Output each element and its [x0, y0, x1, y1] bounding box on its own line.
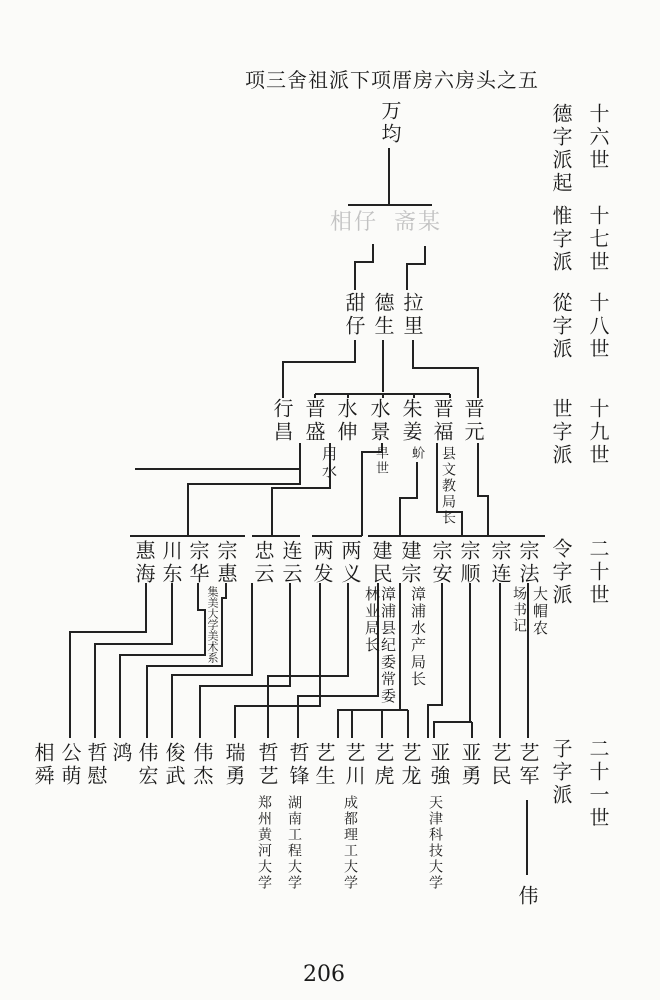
person-gen19: 水景	[367, 398, 391, 444]
person-gen21: 伟杰	[190, 742, 214, 788]
note-zonghua: 集美大学美术系	[206, 586, 219, 663]
person-gen16: 万均	[378, 100, 402, 146]
page-number: 206	[303, 962, 345, 987]
person-gen21: 相舜	[31, 742, 55, 788]
person-gen20: 忠云	[251, 540, 275, 586]
generation-20: 二十世	[586, 538, 610, 607]
person-gen19: 晋福	[430, 398, 454, 444]
person-gen19: 晋盛	[302, 398, 326, 444]
person-gen21: 哲艺	[255, 742, 279, 788]
person-gen19: 晋元	[461, 398, 485, 444]
person-gen20: 宗华	[186, 540, 210, 586]
person-gen20: 建民	[369, 540, 393, 586]
note-shuishen: 用水	[320, 446, 338, 480]
person-gen18: 甜仔	[342, 292, 366, 338]
note-yaqiang: 天津科技大学	[427, 795, 443, 891]
generation-21: 二十一世	[586, 738, 610, 830]
person-gen18: 拉里	[400, 292, 424, 338]
person-gen21: 俊武	[162, 742, 186, 788]
note-zongfa: 大帽农	[531, 586, 549, 637]
person-gen21: 艺军	[516, 742, 540, 788]
person-gen20: 两发	[310, 540, 334, 586]
generation-21-label: 子字派	[549, 738, 573, 807]
person-gen20: 连云	[279, 540, 303, 586]
generation-16: 十六世	[586, 103, 610, 172]
generation-19: 十九世	[586, 398, 610, 467]
person-gen21: 瑞勇	[222, 742, 246, 788]
note-zheyi: 郑州黄河大学	[256, 795, 272, 891]
person-gen21: 艺生	[312, 742, 336, 788]
person-gen20: 宗连	[488, 540, 512, 586]
note-zhefeng: 湖南工程大学	[286, 795, 302, 891]
person-gen21: 艺川	[342, 742, 366, 788]
person-gen22: 伟	[515, 885, 539, 908]
person-gen20: 宗安	[429, 540, 453, 586]
person-gen20: 惠海	[132, 540, 156, 586]
note-zongan: 漳浦水产局长	[409, 586, 427, 688]
person-gen17-2: 斋某	[394, 210, 443, 235]
person-gen19: 行昌	[270, 398, 294, 444]
generation-18-label: 從字派	[549, 292, 573, 361]
generation-19-label: 世字派	[549, 398, 573, 467]
person-gen21: 亚強	[427, 742, 451, 788]
note-yichuan: 成都理工大学	[342, 795, 358, 891]
note-zonglian: 场书记	[511, 586, 527, 634]
note-shuijing: 早世	[373, 446, 388, 476]
person-gen19: 朱姜	[399, 398, 423, 444]
note-jianmin: 林业局长	[363, 586, 381, 654]
person-gen20: 川东	[159, 540, 183, 586]
person-gen21: 伟宏	[135, 742, 159, 788]
person-gen20: 两义	[338, 540, 362, 586]
person-gen20: 宗顺	[457, 540, 481, 586]
person-gen21: 艺龙	[398, 742, 422, 788]
person-gen18: 德生	[371, 292, 395, 338]
note-zhujiang: 蚧	[409, 446, 424, 461]
generation-17: 十七世	[586, 205, 610, 274]
generation-16-label: 德字派起	[549, 103, 573, 195]
generation-17-label: 惟字派	[549, 205, 573, 274]
person-gen20: 建宗	[398, 540, 422, 586]
person-gen21: 亚勇	[458, 742, 482, 788]
person-gen21: 公萌	[58, 742, 82, 788]
person-gen21: 鸿	[109, 742, 133, 765]
person-gen21: 哲锋	[286, 742, 310, 788]
generation-18: 十八世	[586, 292, 610, 361]
person-gen19: 水伸	[334, 398, 358, 444]
person-gen21: 哲慰	[84, 742, 108, 788]
person-gen17-1: 相仔	[330, 210, 379, 235]
generation-20-label: 令字派	[549, 538, 573, 607]
note-jinfu: 县文教局长	[440, 446, 456, 526]
person-gen21: 艺虎	[371, 742, 395, 788]
note-jianzong: 漳浦县纪委常委	[379, 586, 397, 705]
page-title: 项三舍祖派下项厝房六房头之五	[245, 68, 539, 92]
person-gen20: 宗法	[516, 540, 540, 586]
person-gen20: 宗惠	[214, 540, 238, 586]
person-gen21: 艺民	[488, 742, 512, 788]
